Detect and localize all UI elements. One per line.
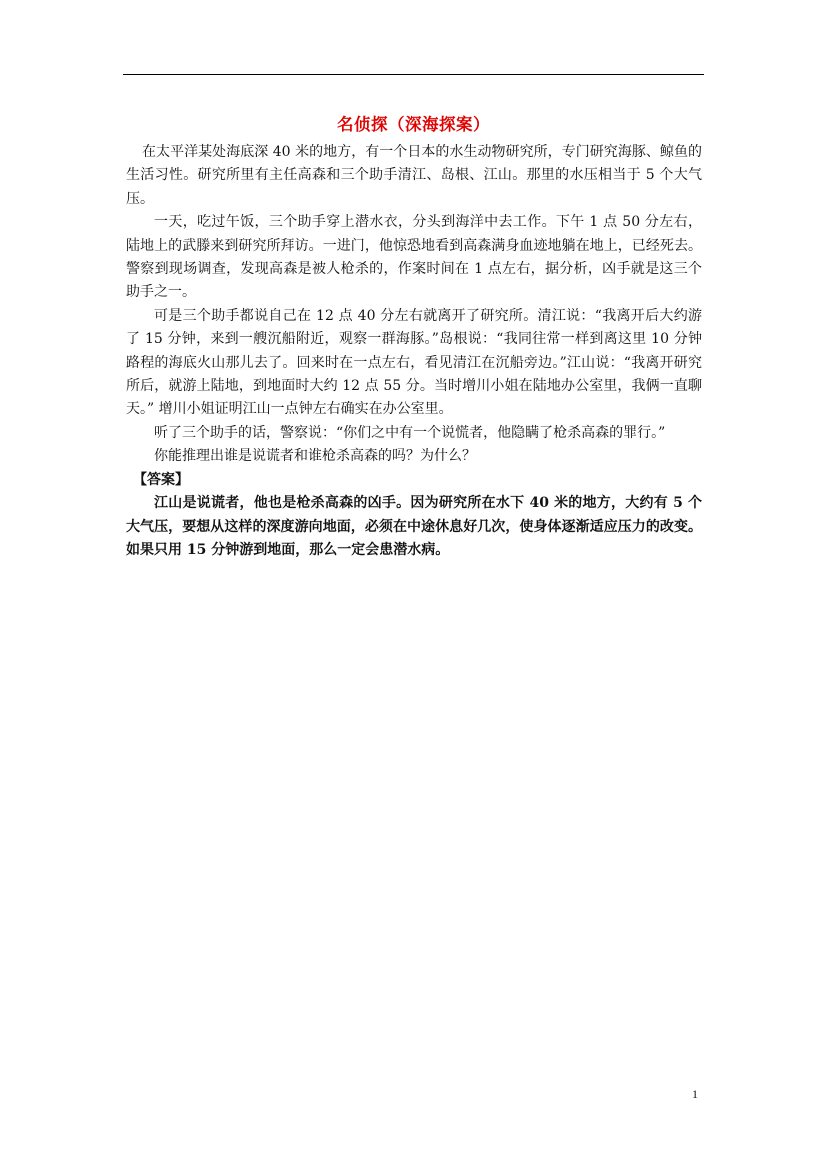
paragraph-police: 听了三个助手的话，警察说：“你们之中有一个说慌者，他隐瞒了枪杀高森的罪行。” [154,424,666,441]
page-number: 1 [692,1087,698,1101]
document-title: 名侦探（深海探案） [337,115,490,134]
paragraph-testimonies: 可是三个助手都说自己在 12 点 40 分左右就离开了研究所。清江说：“我离开后大约游了 15 分钟，来到一艘沉船附近，观察一群海豚。”岛根说：“我同往常一样到离这里 10 分钟路程的海底火山那儿去了。回来时在一点左右，看见清江在沉船旁边。”江山说：“我离开研究所后，就游上陆地，到地面时大约 12 点 55 分。当时增川小姐在陆地办公室里，我俩一直聊天。” 增川小姐证明江山一点钟左右确实在办公室里。 [126,307,702,418]
header-rule [123,74,704,75]
answer-label: 【答案】 [133,471,189,488]
paragraph-incident: 一天，吃过午饭，三个助手穿上潜水衣，分头到海洋中去工作。下午 1 点 50 分左右，陆地上的武滕来到研究所拜访。一进门，他惊恐地看到高森满身血迹地躺在地上，已经死去。警察到现场调查，发现高森是被人枪杀的，作案时间在 1 点左右，据分析，凶手就是这三个助手之一。 [126,214,702,301]
paragraph-setting: 在太平洋某处海底深 40 米的地方，有一个日本的水生动物研究所，专门研究海豚、鲸鱼的生活习性。研究所里有主任高森和三个助手清江、岛根、江山。那里的水压相当于 5 个大气压。 [126,144,702,207]
document-body [126,141,702,562]
paragraph-question: 你能推理出谁是说谎者和谁枪杀高森的吗？为什么？ [154,448,476,465]
answer-text: 江山是说谎者，他也是枪杀高森的凶手。因为研究所在水下 40 米的地方，大约有 5 个大气压，要想从这样的深度游向地面，必须在中途休息好几次，使身体逐渐适应压力的改变。如果只用 15 分钟游到地面，那么一定会患潜水病。 [126,495,702,558]
